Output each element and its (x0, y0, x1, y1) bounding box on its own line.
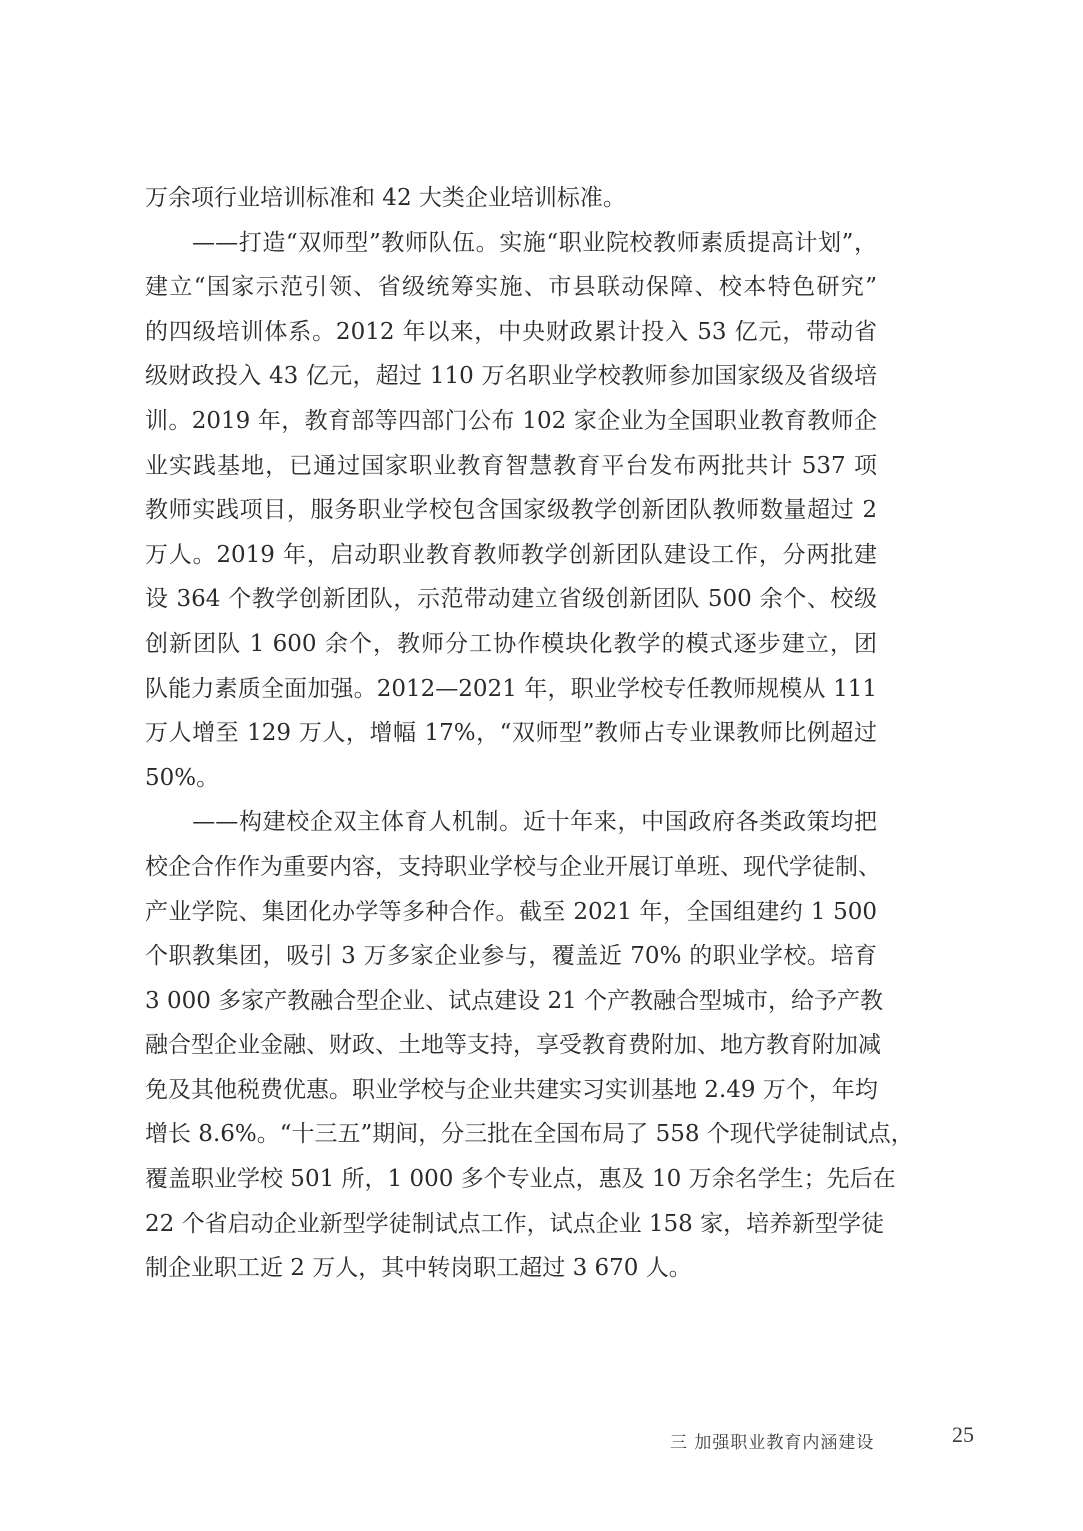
page-footer (670, 1422, 980, 1458)
text-line: 创新团队 1 600 余个，教师分工协作模块化教学的模式逐步建立，团 (145, 630, 877, 657)
text-line: ——构建校企双主体育人机制。近十年来，中国政府各类政策均把 (145, 809, 877, 836)
text-line: 免及其他税费优惠。职业学校与企业共建实习实训基地 2.49 万个，年均 (145, 1076, 878, 1103)
text-line: 50%。 (145, 764, 220, 791)
text-line: 产业学院、集团化办学等多种合作。截至 2021 年，全国组建约 1 500 (145, 898, 877, 925)
text-line: 万人增至 129 万人，增幅 17%，“双师型”教师占专业课教师比例超过 (145, 720, 877, 747)
text-line: 个职教集团，吸引 3 万多家企业参与，覆盖近 70% 的职业学校。培育 (145, 943, 877, 970)
text-line: 训。2019 年，教育部等四部门公布 102 家企业为全国职业教育教师企 (145, 407, 877, 434)
text-line: 级财政投入 43 亿元，超过 110 万名职业学校教师参加国家级及省级培 (145, 363, 877, 390)
text-line: 22 个省启动企业新型学徒制试点工作，试点企业 158 家，培养新型学徒 (145, 1210, 885, 1237)
text-line: 融合型企业金融、财政、土地等支持，享受教育费附加、地方教育附加减 (145, 1032, 881, 1059)
text-line: 覆盖职业学校 501 所，1 000 多个专业点，惠及 10 万余名学生；先后在 (145, 1166, 896, 1193)
chapter-title: 三 加强职业教育内涵建设 (670, 1433, 875, 1453)
text-line: 3 000 多家产教融合型企业、试点建设 21 个产教融合型城市，给予产教 (145, 987, 884, 1014)
page-body (145, 176, 914, 1291)
text-line: 教师实践项目，服务职业学校包含国家级教学创新团队教师数量超过 2 (145, 497, 877, 524)
text-line: 万人。2019 年，启动职业教育教师教学创新团队建设工作，分两批建 (145, 541, 877, 568)
text-line: 的四级培训体系。2012 年以来，中央财政累计投入 53 亿元，带动省 (145, 318, 877, 345)
text-line: 业实践基地，已通过国家职业教育智慧教育平台发布两批共计 537 项 (145, 452, 877, 479)
page-number: 25 (952, 1422, 974, 1447)
text-line: ——打造“双师型”教师队伍。实施“职业院校教师素质提高计划”， (145, 229, 877, 256)
text-line: 队能力素质全面加强。2012—2021 年，职业学校专任教师规模从 111 (145, 675, 877, 702)
text-line: 设 364 个教学创新团队，示范带动建立省级创新团队 500 余个、校级 (145, 586, 877, 613)
text-line: 万余项行业培训标准和 42 大类企业培训标准。 (145, 185, 626, 211)
text-line: 建立“国家示范引领、省级统筹实施、市县联动保障、校本特色研究” (145, 274, 877, 301)
text-line: 制企业职工近 2 万人，其中转岗职工超过 3 670 人。 (145, 1255, 692, 1282)
text-line: 校企合作作为重要内容，支持职业学校与企业开展订单班、现代学徒制、 (145, 853, 881, 880)
text-line: 增长 8.6%。“十三五”期间，分三批在全国布局了 558 个现代学徒制试点， (145, 1121, 914, 1148)
